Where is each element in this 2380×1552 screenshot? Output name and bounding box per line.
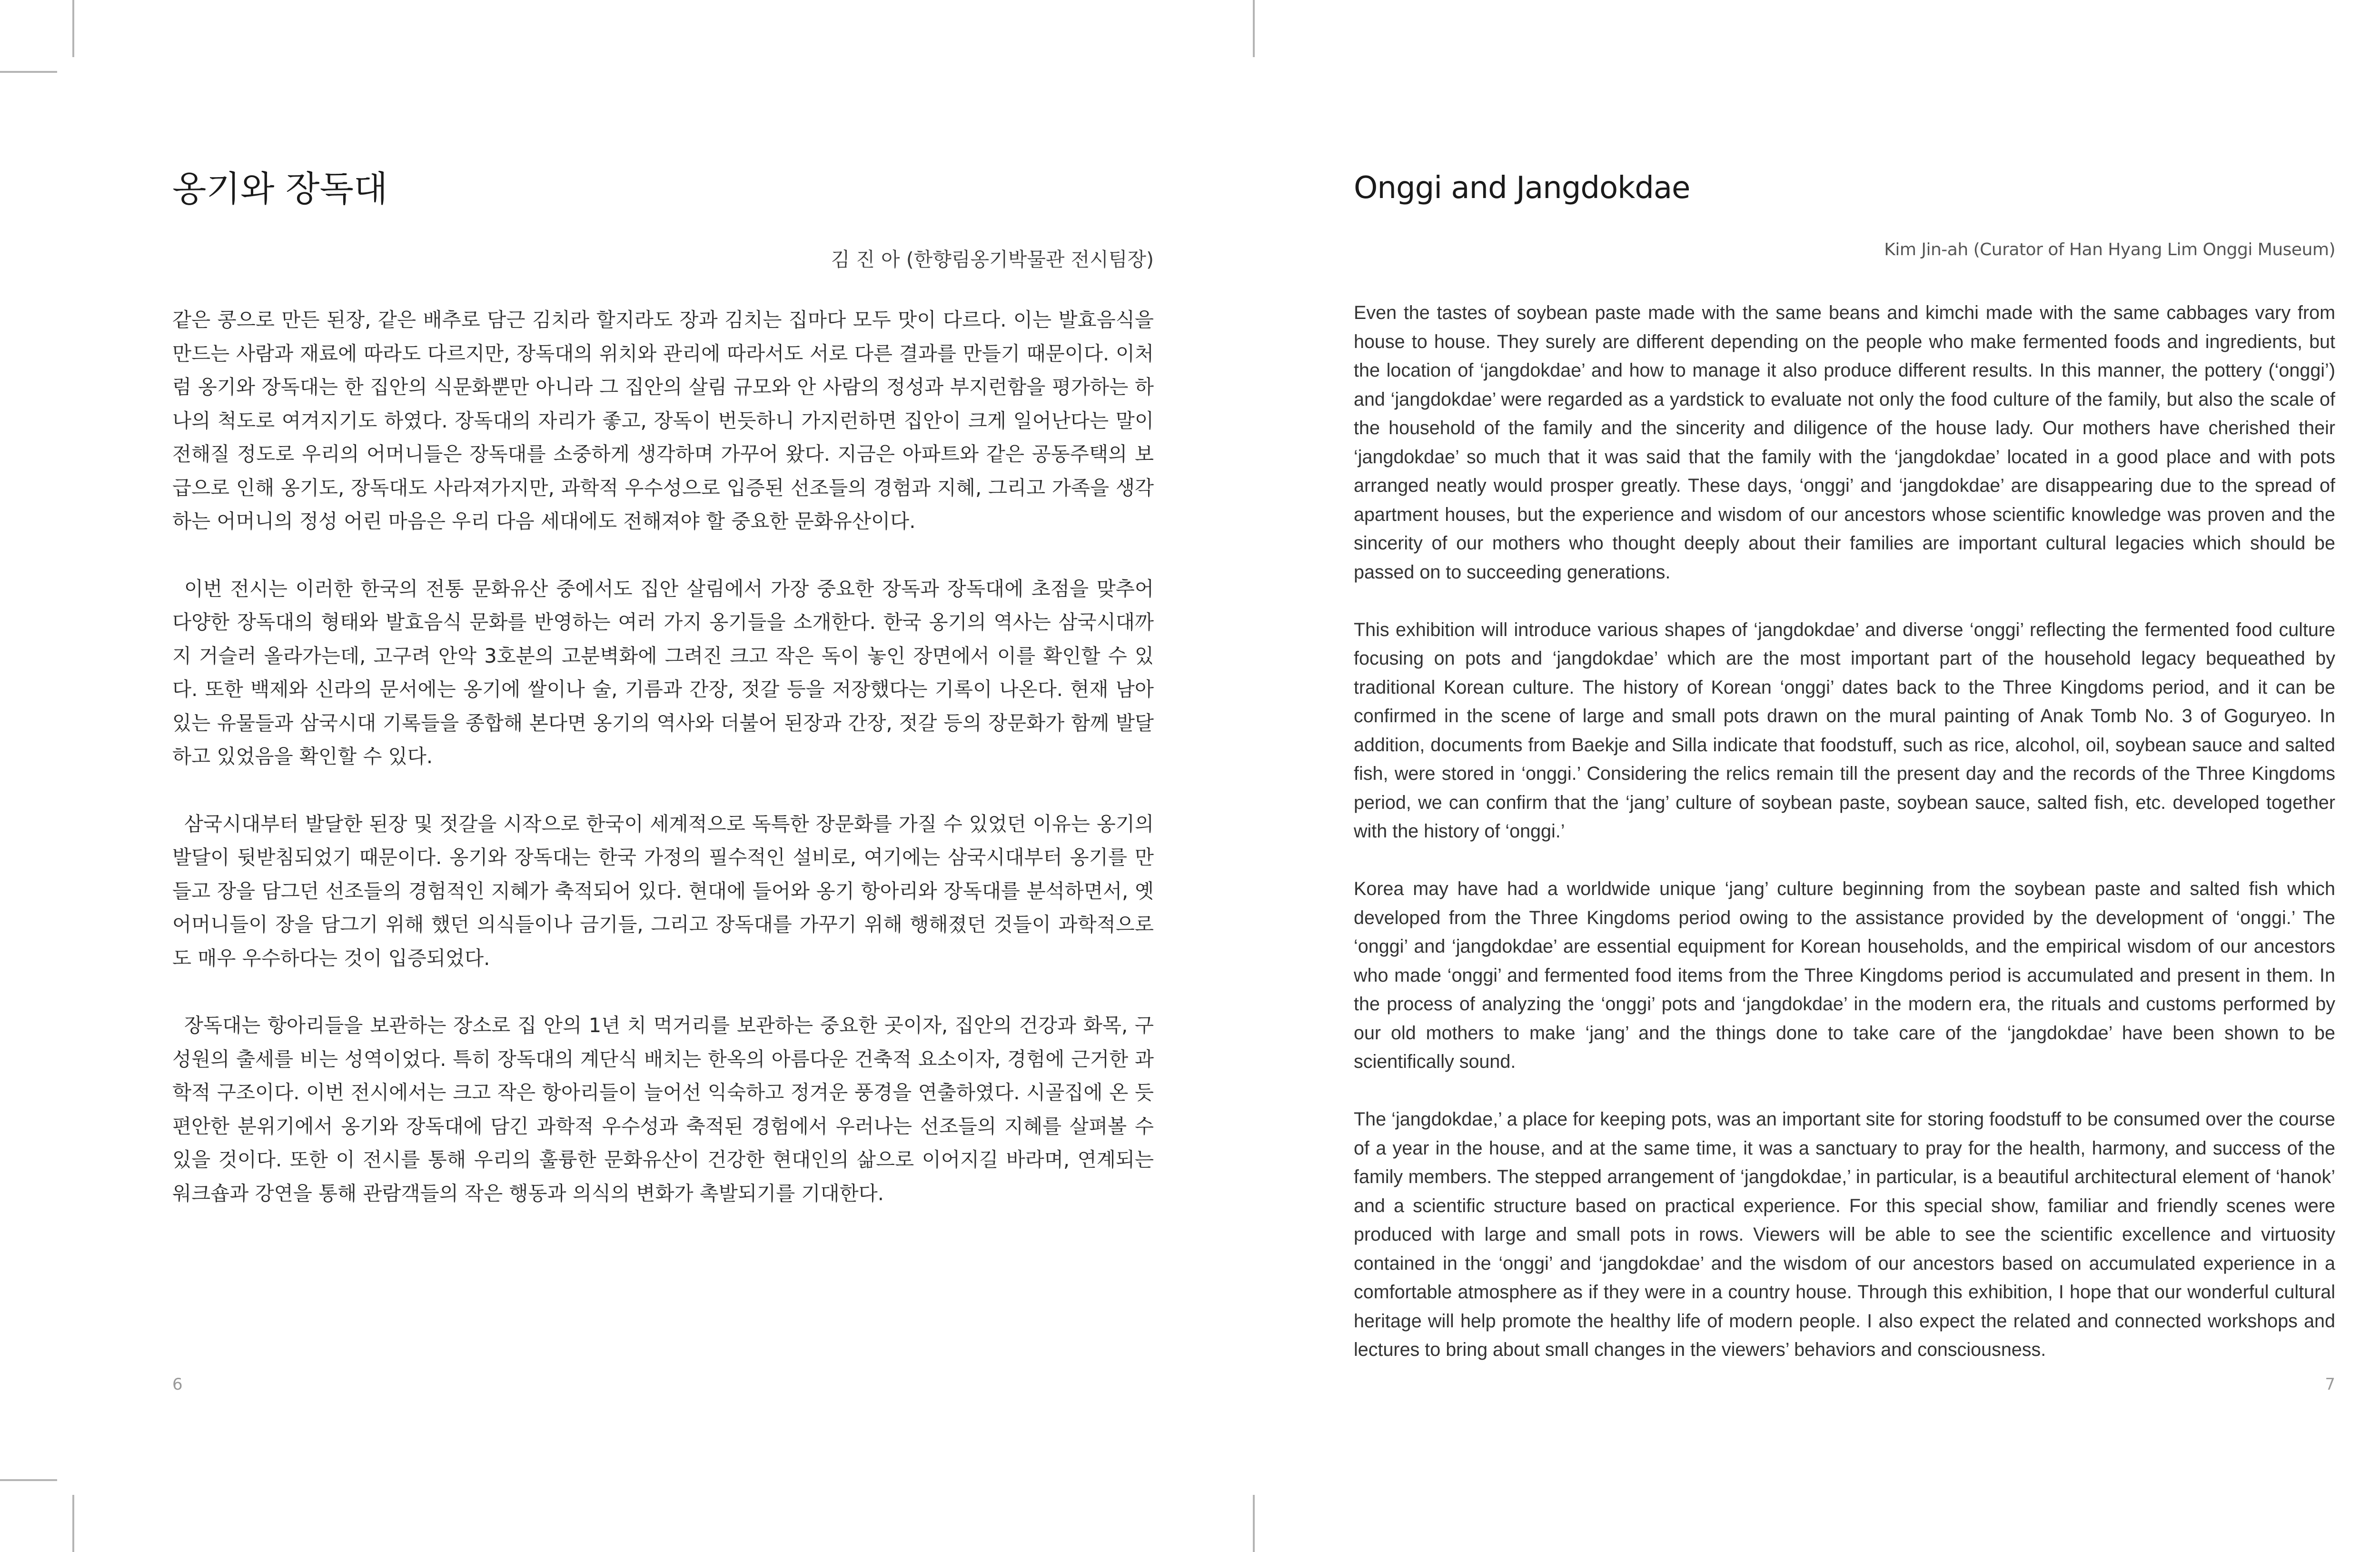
paragraph: 장독대는 항아리들을 보관하는 장소로 집 안의 1년 치 먹거리를 보관하는 중요한 곳이자, 집안의 건강과 화목, 구성원의 출세를 비는 성역이었다. 특히 장독대의 계단식 배치는 한옥의 아름다운 건축적 요소이자, 경험에 근거한 과학적 구조이다. 이번 전시에서는 크고 작은 항아리들이 늘어선 익숙하고 정겨운 풍경을 연출하였다. 시골집에 온 듯 편안한 분위기에서 옹기와 장독대에 담긴 과학적 우수성과 축적된 경험에서 우러나는 선조들의 지혜를 살펴볼 수 있을 것이다. 또한 이 전시를 통해 우리의 훌륭한 문화유산이 건강한 현대인의 삶으로 이어지길 바라며, 연계되는 워크숍과 강연을 통해 관람객들의 작은 행동과 의식의 변화가 촉발되기를 기대한다. — [172, 1014, 1154, 1205]
paragraph: The ‘jangdokdae,’ a place for keeping pots, was an important site for storing foodstuff to be consumed over the course of a year in the house, and at the same time, it was a sanctuary to pray for the health, harmony, and success of the family members. The stepped arrangement of ‘jangdokdae,’ in particular, is a beautiful architectural element of ‘hanok’ and a scientific structure based on practical experience. For this special show, familiar and friendly scenes were produced with large and small pots in rows. Viewers will be able to see the scientific excellence and virtuosity contained in the ‘onggi’ and ‘jangdokdae’ and the wisdom of our ancestors based on accumulated experience in a comfortable atmosphere as if they were in a country house. Through this exhibition, I hope that our wonderful cultural heritage will help promote the healthy life of modern people. I also expect the related and connected workshops and lectures to bring about small changes in the viewers’ behaviors and consciousness. — [1354, 1109, 2335, 1360]
paragraph: 이번 전시는 이러한 한국의 전통 문화유산 중에서도 집안 살림에서 가장 중요한 장독과 장독대에 초점을 맞추어 다양한 장독대의 형태와 발효음식 문화를 반영하는 여러 가지 옹기들을 소개한다. 한국 옹기의 역사는 삼국시대까지 거슬러 올라가는데, 고구려 안악 3호분의 고분벽화에 그려진 크고 작은 독이 놓인 장면에서 이를 확인할 수 있다. 또한 백제와 신라의 문서에는 옹기에 쌀이나 술, 기름과 간장, 젓갈 등을 저장했다는 기록이 나온다. 현재 남아있는 유물들과 삼국시대 기록들을 종합해 본다면 옹기의 역사와 더불어 된장과 간장, 젓갈 등의 장문화가 함께 발달하고 있었음을 확인할 수 있다. — [172, 577, 1154, 768]
right-page-english — [1254, 0, 2380, 1552]
paragraph: This exhibition will introduce various shapes of ‘jangdokdae’ and diverse ‘onggi’ reflecting the fermented food culture focusing on pots and ‘jangdokdae’ which are the most important part of the household legacy bequeathed by traditional Korean culture. The history of Korean ‘onggi’ dates back to the Three Kingdoms period, and it can be confirmed in the scene of large and small pots drawn on the mural painting of Anak Tomb No. 3 of Goguryeo. In addition, documents from Baekje and Silla indicate that foodstuff, such as rice, alcohol, oil, soybean sauce and salted fish, were stored in ‘onggi.’ Considering the relics remain till the present day and the records of the Three Kingdoms period, we can confirm that the ‘jang’ culture of soybean paste, soybean sauce, salted fish, etc. developed together with the history of ‘onggi.’ — [1354, 619, 2335, 842]
paragraph: 같은 콩으로 만든 된장, 같은 배추로 담근 김치라 할지라도 장과 김치는 집마다 모두 맛이 다르다. 이는 발효음식을 만드는 사람과 재료에 따라도 다르지만, 장독대의 위치와 관리에 따라서도 서로 다른 결과를 만들기 때문이다. 이처럼 옹기와 장독대는 한 집안의 식문화뿐만 아니라 그 집안의 살림 규모와 안 사람의 정성과 부지런함을 평가하는 하나의 척도로 여겨지기도 하였다. 장독대의 자리가 좋고, 장독이 번듯하니 가지런하면 집안이 크게 일어난다는 말이 전해질 정도로 우리의 어머니들은 장독대를 소중하게 생각하며 가꾸어 왔다. 지금은 아파트와 같은 공동주택의 보급으로 인해 옹기도, 장독대도 사라져가지만, 과학적 우수성으로 입증된 선조들의 경험과 지혜, 그리고 가족을 생각하는 어머니의 정성 어린 마음은 우리 다음 세대에도 전해져야 할 중요한 문화유산이다. — [172, 308, 1154, 533]
page-title: 옹기와 장독대 — [172, 169, 388, 209]
page-number: 6 — [172, 1375, 183, 1394]
author-byline: 김 진 아 (한향림옹기박물관 전시팀장) — [831, 248, 1154, 271]
author-byline: Kim Jin-ah (Curator of Han Hyang Lim Onggi Museum) — [1884, 240, 2335, 259]
page-number: 7 — [2325, 1375, 2335, 1394]
article-body — [1354, 298, 2335, 1393]
page-title: Onggi and Jangdokdae — [1354, 170, 1690, 206]
paragraph: 삼국시대부터 발달한 된장 및 젓갈을 시작으로 한국이 세계적으로 독특한 장문화를 가질 수 있었던 이유는 옹기의 발달이 뒷받침되었기 때문이다. 옹기와 장독대는 한국 가정의 필수적인 설비로, 여기에는 삼국시대부터 옹기를 만들고 장을 담그던 선조들의 경험적인 지혜가 축적되어 있다. 현대에 들어와 옹기 항아리와 장독대를 분석하면서, 옛 어머니들이 장을 담그기 위해 했던 의식들이나 금기들, 그리고 장독대를 가꾸기 위해 행해졌던 것들이 과학적으로도 매우 우수하다는 것이 입증되었다. — [172, 812, 1154, 970]
article-body — [172, 303, 1154, 1244]
paragraph: Korea may have had a worldwide unique ‘jang’ culture beginning from the soybean paste and salted fish which developed from the Three Kingdoms period owing to the assistance provided by the development of ‘onggi.’ The ‘onggi’ and ‘jangdokdae’ are essential equipment for Korean households, and the empirical wisdom of our ancestors who made ‘onggi’ and fermented food items from the Three Kingdoms period is accumulated and present in them. In the process of analyzing the ‘onggi’ pots and ‘jangdokdae’ in the modern era, the rituals and customs performed by our old mothers to make ‘jang’ and the things done to take care of the ‘jangdokdae’ have been shown to be scientifically sound. — [1354, 878, 2335, 1072]
paragraph: Even the tastes of soybean paste made with the same beans and kimchi made with the same cabbages vary from house to house. They surely are different depending on the people who make fermented foods and ingredients, but the location of ‘jangdokdae’ and how to manage it also produce different results. In this manner, the pottery (‘onggi’) and ‘jangdokdae’ were regarded as a yardstick to evaluate not only the food culture of the family, but also the scale of the household of the family and the sincerity and diligence of the house lady. Our mothers have cherished their ‘jangdokdae’ so much that it was said that the family with the ‘jangdokdae’ located in a good place and with pots arranged neatly would prosper greatly. These days, ‘onggi’ and ‘jangdokdae’ are disappearing due to the spread of apartment houses, but the experience and wisdom of our ancestors whose scientific knowledge was proven and the sincerity of our mothers who thought deeply about their families are important cultural legacies which should be passed on to succeeding generations. — [1354, 302, 2335, 583]
